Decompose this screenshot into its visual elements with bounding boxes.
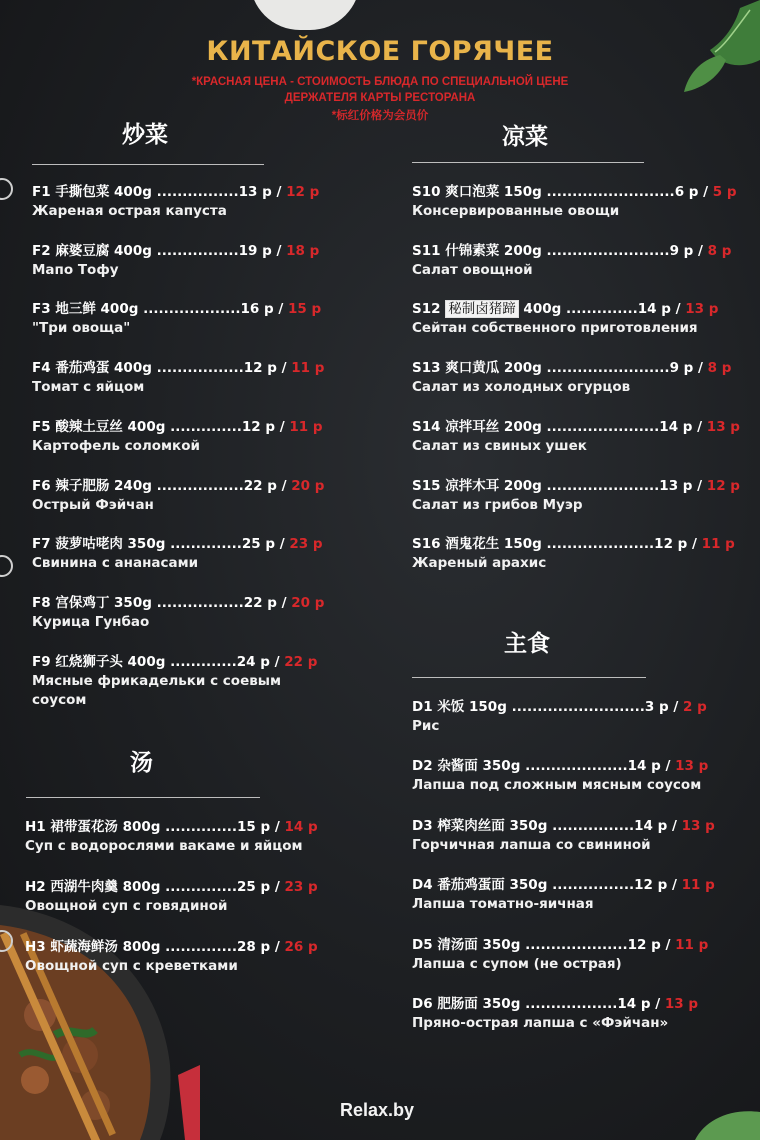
binder-hole bbox=[0, 178, 13, 200]
item-price: 6 р bbox=[674, 184, 699, 200]
item-name-cn: 麻婆豆腐 bbox=[55, 243, 110, 259]
plate-icon bbox=[250, 0, 360, 30]
menu-item-line bbox=[25, 937, 325, 957]
item-name-cn: 凉拌木耳 bbox=[445, 478, 500, 494]
item-price: 9 р bbox=[669, 360, 694, 376]
item-name-cn: 菠萝咕咾肉 bbox=[55, 536, 123, 552]
item-name-cn: 什锦素菜 bbox=[445, 243, 500, 259]
item-dots: .................. bbox=[525, 996, 618, 1012]
item-name-cn: 酒鬼花生 bbox=[445, 536, 500, 552]
menu-item bbox=[412, 299, 722, 338]
item-weight: 150g bbox=[503, 536, 542, 552]
item-weight: 150g bbox=[469, 699, 507, 715]
item-name-cn: 爽口黄瓜 bbox=[445, 360, 500, 376]
item-price: 14 р bbox=[617, 996, 651, 1012]
item-price: 14 р bbox=[634, 818, 668, 834]
item-weight: 350g bbox=[509, 877, 548, 893]
item-price: 12 р bbox=[634, 877, 668, 893]
item-name-ru: Курица Гунбао bbox=[32, 614, 150, 630]
item-price: 9 р bbox=[669, 243, 694, 259]
item-dots: ........................ bbox=[546, 360, 670, 376]
menu-item-line bbox=[32, 241, 332, 261]
menu-item bbox=[32, 476, 332, 515]
price-separator: / bbox=[693, 243, 708, 259]
item-code: D2 bbox=[412, 758, 433, 774]
divider bbox=[32, 164, 264, 165]
item-weight: 800g bbox=[122, 879, 161, 895]
item-name-ru: Мапо Тофу bbox=[32, 262, 119, 278]
menu-item-line bbox=[32, 652, 332, 672]
item-weight: 400g bbox=[114, 184, 152, 200]
item-code: S15 bbox=[412, 478, 441, 494]
item-member-price: 12 р bbox=[286, 184, 320, 200]
menu-item-line bbox=[25, 817, 325, 837]
menu-item bbox=[32, 182, 332, 221]
item-price: 22 р bbox=[243, 595, 277, 611]
menu-item-line bbox=[412, 875, 722, 895]
item-code: F2 bbox=[32, 243, 51, 259]
menu-item bbox=[32, 358, 332, 397]
item-price: 19 р bbox=[238, 243, 272, 259]
item-dots: ............. bbox=[170, 654, 237, 670]
menu-item-line bbox=[412, 417, 740, 437]
item-code: H3 bbox=[25, 939, 46, 955]
item-weight: 350g bbox=[482, 758, 521, 774]
item-dots: .............. bbox=[165, 819, 237, 835]
price-separator: / bbox=[276, 360, 292, 376]
item-code: F6 bbox=[32, 478, 51, 494]
item-member-price: 11 р bbox=[289, 419, 323, 435]
menu-item-line bbox=[412, 182, 737, 202]
item-name-cn: 杂酱面 bbox=[437, 758, 478, 774]
item-name-ru: Консервированные овощи bbox=[412, 203, 620, 219]
menu-item bbox=[412, 875, 722, 914]
item-code: D1 bbox=[412, 699, 433, 715]
item-price: 14 р bbox=[627, 758, 661, 774]
item-dots: .......................... bbox=[511, 699, 645, 715]
item-dots: ................ bbox=[552, 818, 635, 834]
item-name-ru: Жареная острая капуста bbox=[32, 203, 227, 219]
item-name-ru: Салат из свиных ушек bbox=[412, 438, 587, 454]
menu-item bbox=[25, 937, 325, 976]
menu-item-line bbox=[412, 476, 740, 496]
item-price: 12 р bbox=[243, 360, 277, 376]
item-name-cn: 番茄鸡蛋面 bbox=[437, 877, 505, 893]
menu-item bbox=[412, 241, 732, 280]
item-dots: ................ bbox=[156, 184, 239, 200]
item-member-price: 12 р bbox=[706, 478, 740, 494]
menu-item bbox=[32, 299, 332, 338]
menu-item-line bbox=[412, 756, 722, 776]
item-name-ru: Мясные фрикадельки с соевым соусом bbox=[32, 673, 282, 708]
item-member-price: 14 р bbox=[284, 819, 318, 835]
item-weight: 200g bbox=[503, 478, 542, 494]
item-dots: ................. bbox=[156, 360, 244, 376]
item-name-cn: 辣子肥肠 bbox=[55, 478, 110, 494]
menu-item-line bbox=[412, 241, 732, 261]
item-name-ru: Суп с водорослями вакаме и яйцом bbox=[25, 838, 303, 854]
item-name-ru: Картофель соломкой bbox=[32, 438, 200, 454]
item-name-ru: Лапша томатно-яичная bbox=[412, 896, 594, 912]
menu-item bbox=[32, 241, 332, 280]
menu-item-line bbox=[412, 935, 722, 955]
item-code: F7 bbox=[32, 536, 51, 552]
menu-item-line bbox=[412, 358, 732, 378]
item-name-cn: 凉拌耳丝 bbox=[445, 419, 500, 435]
item-code: S16 bbox=[412, 536, 441, 552]
item-price: 16 р bbox=[240, 301, 274, 317]
item-weight: 200g bbox=[503, 419, 542, 435]
menu-item bbox=[412, 756, 722, 795]
item-name-ru: Салат овощной bbox=[412, 262, 533, 278]
item-weight: 400g bbox=[127, 654, 166, 670]
price-separator: / bbox=[275, 536, 290, 552]
item-name-ru: "Три овоща" bbox=[32, 320, 131, 336]
menu-item bbox=[32, 593, 332, 632]
menu-item-line bbox=[412, 697, 722, 717]
item-member-price: 15 р bbox=[288, 301, 322, 317]
item-price: 22 р bbox=[243, 478, 277, 494]
item-code: F3 bbox=[32, 301, 51, 317]
item-name-ru: Пряно-острая лапша с «Фэйчан» bbox=[412, 1015, 669, 1031]
menu-item-line bbox=[32, 476, 332, 496]
item-member-price: 8 р bbox=[707, 360, 732, 376]
item-name-cn: 番茄鸡蛋 bbox=[55, 360, 110, 376]
menu-item bbox=[412, 417, 740, 456]
item-dots: ................ bbox=[552, 877, 635, 893]
binder-hole bbox=[0, 555, 13, 577]
price-separator: / bbox=[660, 758, 676, 774]
item-weight: 240g bbox=[114, 478, 152, 494]
item-weight: 350g bbox=[127, 536, 166, 552]
item-code: F4 bbox=[32, 360, 51, 376]
item-name-cn: 手撕包菜 bbox=[55, 184, 110, 200]
price-separator: / bbox=[698, 184, 713, 200]
price-separator: / bbox=[276, 478, 292, 494]
price-separator: / bbox=[660, 937, 676, 953]
item-dots: ......................... bbox=[546, 184, 675, 200]
item-name-ru: Жареный арахис bbox=[412, 555, 547, 571]
item-price: 25 р bbox=[236, 879, 271, 895]
item-weight: 350g bbox=[114, 595, 152, 611]
menu-item-line bbox=[412, 299, 722, 319]
item-dots: .............. bbox=[170, 419, 242, 435]
item-name-cn: 爽口泡菜 bbox=[445, 184, 500, 200]
item-price: 12 р bbox=[241, 419, 276, 435]
price-separator: / bbox=[692, 419, 707, 435]
item-price: 25 р bbox=[241, 536, 276, 552]
item-name-ru: Томат с яйцом bbox=[32, 379, 145, 395]
item-dots: .............. bbox=[165, 939, 237, 955]
item-name-cn: 米饭 bbox=[437, 699, 465, 715]
item-member-price: 11 р bbox=[701, 536, 735, 552]
price-separator: / bbox=[693, 360, 708, 376]
item-code: F9 bbox=[32, 654, 51, 670]
menu-item bbox=[412, 358, 732, 397]
item-code: D3 bbox=[412, 818, 433, 834]
menu-item bbox=[32, 652, 332, 710]
member-price-note: ДЕРЖАТЕЛЯ КАРТЫ РЕСТОРАНА bbox=[284, 92, 476, 104]
item-member-price: 26 р bbox=[284, 939, 318, 955]
page-title: КИТАЙСКОЕ ГОРЯЧЕЕ bbox=[206, 36, 554, 67]
item-name-ru: Овощной суп с говядиной bbox=[25, 898, 228, 914]
price-separator: / bbox=[270, 879, 285, 895]
leaf-icon bbox=[690, 1100, 760, 1140]
price-separator: / bbox=[270, 939, 285, 955]
item-member-price: 13 р bbox=[664, 996, 699, 1012]
item-code: H1 bbox=[25, 819, 46, 835]
menu-item-line bbox=[412, 534, 735, 554]
brand-logo: Relax.by bbox=[340, 1100, 415, 1120]
divider bbox=[412, 677, 646, 678]
item-price: 13 р bbox=[659, 478, 693, 494]
item-member-price: 11 р bbox=[681, 877, 715, 893]
item-weight: 400g bbox=[127, 419, 166, 435]
item-code: F8 bbox=[32, 595, 51, 611]
menu-item-line bbox=[412, 816, 722, 836]
item-name-ru: Салат из грибов Муэр bbox=[412, 497, 583, 513]
item-weight: 150g bbox=[503, 184, 542, 200]
item-member-price: 20 р bbox=[291, 478, 325, 494]
item-code: F1 bbox=[32, 184, 51, 200]
item-name-cn: 清汤面 bbox=[437, 937, 478, 953]
section-title-staple: 主食 bbox=[504, 631, 550, 657]
menu-item bbox=[412, 935, 722, 974]
price-separator: / bbox=[276, 595, 292, 611]
item-price: 24 р bbox=[236, 654, 270, 670]
item-code: D4 bbox=[412, 877, 433, 893]
item-name-cn: 秘制卤猪蹄 bbox=[445, 300, 519, 318]
divider bbox=[412, 162, 644, 163]
item-name-ru: Овощной суп с креветками bbox=[25, 958, 238, 974]
menu-item bbox=[32, 417, 332, 456]
item-dots: ................... bbox=[143, 301, 241, 317]
section-title-soup: 汤 bbox=[130, 750, 153, 776]
item-member-price: 8 р bbox=[707, 243, 732, 259]
item-name-cn: 肥肠面 bbox=[437, 996, 478, 1012]
price-separator: / bbox=[271, 243, 287, 259]
item-price: 14 р bbox=[659, 419, 693, 435]
item-dots: ................ bbox=[156, 243, 239, 259]
item-member-price: 5 р bbox=[712, 184, 737, 200]
price-separator: / bbox=[273, 301, 289, 317]
section-title-cold: 凉菜 bbox=[502, 124, 548, 150]
item-name-ru: Лапша с супом (не острая) bbox=[412, 956, 622, 972]
item-code: F5 bbox=[32, 419, 51, 435]
item-weight: 200g bbox=[503, 360, 542, 376]
member-price-note-cn: *标红价格为会员价 bbox=[331, 110, 429, 122]
menu-item-line bbox=[25, 877, 325, 897]
item-member-price: 11 р bbox=[675, 937, 709, 953]
item-code: S14 bbox=[412, 419, 441, 435]
item-name-cn: 西湖牛肉羹 bbox=[50, 879, 118, 895]
menu-item bbox=[25, 817, 325, 856]
menu-item-line bbox=[32, 593, 332, 613]
item-dots: .............. bbox=[565, 301, 638, 317]
price-separator: / bbox=[670, 301, 686, 317]
item-member-price: 13 р bbox=[675, 758, 709, 774]
item-weight: 400g bbox=[523, 301, 562, 317]
item-dots: .................... bbox=[525, 758, 628, 774]
item-code: S11 bbox=[412, 243, 441, 259]
item-member-price: 11 р bbox=[291, 360, 325, 376]
item-code: S12 bbox=[412, 301, 441, 317]
price-separator: / bbox=[668, 699, 684, 715]
item-member-price: 13 р bbox=[681, 818, 715, 834]
item-name-ru: Сейтан собственного приготовления bbox=[412, 320, 698, 336]
menu-item bbox=[32, 534, 332, 573]
item-price: 12 р bbox=[654, 536, 688, 552]
price-separator: / bbox=[275, 419, 290, 435]
menu-item-line bbox=[32, 534, 332, 554]
item-dots: ........................ bbox=[546, 243, 670, 259]
item-member-price: 18 р bbox=[286, 243, 320, 259]
menu-item bbox=[412, 816, 722, 855]
item-name-cn: 虾蔬海鲜汤 bbox=[50, 939, 118, 955]
item-member-price: 22 р bbox=[284, 654, 318, 670]
item-member-price: 23 р bbox=[284, 879, 318, 895]
item-dots: ...................... bbox=[546, 419, 660, 435]
section-title-stir-fry: 炒菜 bbox=[122, 122, 168, 148]
item-price: 13 р bbox=[238, 184, 272, 200]
item-name-ru: Горчичная лапша со свининой bbox=[412, 837, 651, 853]
item-weight: 800g bbox=[122, 819, 161, 835]
price-separator: / bbox=[667, 818, 682, 834]
price-separator: / bbox=[667, 877, 682, 893]
item-code: D5 bbox=[412, 937, 433, 953]
item-weight: 350g bbox=[482, 996, 521, 1012]
item-name-ru: Салат из холодных огурцов bbox=[412, 379, 631, 395]
item-code: D6 bbox=[412, 996, 433, 1012]
item-dots: .............. bbox=[170, 536, 242, 552]
divider bbox=[26, 797, 260, 798]
menu-item-line bbox=[32, 417, 332, 437]
menu-item bbox=[412, 994, 722, 1033]
menu-item bbox=[412, 697, 722, 736]
item-name-cn: 酸辣土豆丝 bbox=[55, 419, 123, 435]
item-member-price: 13 р bbox=[685, 301, 719, 317]
item-weight: 200g bbox=[503, 243, 542, 259]
item-name-ru: Лапша под сложным мясным соусом bbox=[412, 777, 702, 793]
item-member-price: 13 р bbox=[706, 419, 740, 435]
item-dots: ..................... bbox=[546, 536, 655, 552]
item-code: S13 bbox=[412, 360, 441, 376]
menu-item bbox=[412, 534, 735, 573]
item-name-cn: 裙带蛋花汤 bbox=[50, 819, 118, 835]
item-weight: 400g bbox=[114, 243, 152, 259]
menu-item-line bbox=[32, 182, 332, 202]
member-price-note: *КРАСНАЯ ЦЕНА - СТОИМОСТЬ БЛЮДА ПО СПЕЦИАЛЬНОЙ ЦЕНЕ bbox=[191, 76, 569, 88]
price-separator: / bbox=[650, 996, 665, 1012]
item-member-price: 20 р bbox=[291, 595, 325, 611]
price-separator: / bbox=[687, 536, 702, 552]
item-member-price: 23 р bbox=[289, 536, 323, 552]
item-name-cn: 地三鲜 bbox=[55, 301, 96, 317]
menu-item-line bbox=[412, 994, 722, 1014]
menu-item bbox=[25, 877, 325, 916]
item-dots: ................. bbox=[156, 595, 244, 611]
item-weight: 350g bbox=[482, 937, 521, 953]
item-name-ru: Рис bbox=[412, 718, 440, 734]
item-price: 28 р bbox=[236, 939, 271, 955]
price-separator: / bbox=[270, 819, 285, 835]
item-name-ru: Свинина с ананасами bbox=[32, 555, 199, 571]
item-dots: ................. bbox=[156, 478, 244, 494]
item-price: 14 р bbox=[637, 301, 671, 317]
item-price: 12 р bbox=[627, 937, 661, 953]
item-price: 3 р bbox=[644, 699, 669, 715]
item-name-ru: Острый Фэйчан bbox=[32, 497, 154, 513]
item-dots: .................... bbox=[525, 937, 628, 953]
price-separator: / bbox=[271, 184, 287, 200]
menu-item-line bbox=[32, 299, 332, 319]
item-member-price: 2 р bbox=[683, 699, 707, 715]
item-weight: 400g bbox=[114, 360, 152, 376]
item-price: 15 р bbox=[236, 819, 271, 835]
item-name-cn: 红烧狮子头 bbox=[55, 654, 123, 670]
item-weight: 800g bbox=[122, 939, 161, 955]
item-code: H2 bbox=[25, 879, 46, 895]
item-weight: 400g bbox=[100, 301, 139, 317]
item-name-cn: 宫保鸡丁 bbox=[55, 595, 110, 611]
item-dots: ...................... bbox=[546, 478, 660, 494]
item-dots: .............. bbox=[165, 879, 237, 895]
item-name-cn: 榨菜肉丝面 bbox=[437, 818, 505, 834]
item-weight: 350g bbox=[509, 818, 548, 834]
menu-item bbox=[412, 476, 740, 515]
menu-item bbox=[412, 182, 737, 221]
menu-item-line bbox=[32, 358, 332, 378]
price-separator: / bbox=[692, 478, 707, 494]
price-separator: / bbox=[269, 654, 285, 670]
item-code: S10 bbox=[412, 184, 441, 200]
